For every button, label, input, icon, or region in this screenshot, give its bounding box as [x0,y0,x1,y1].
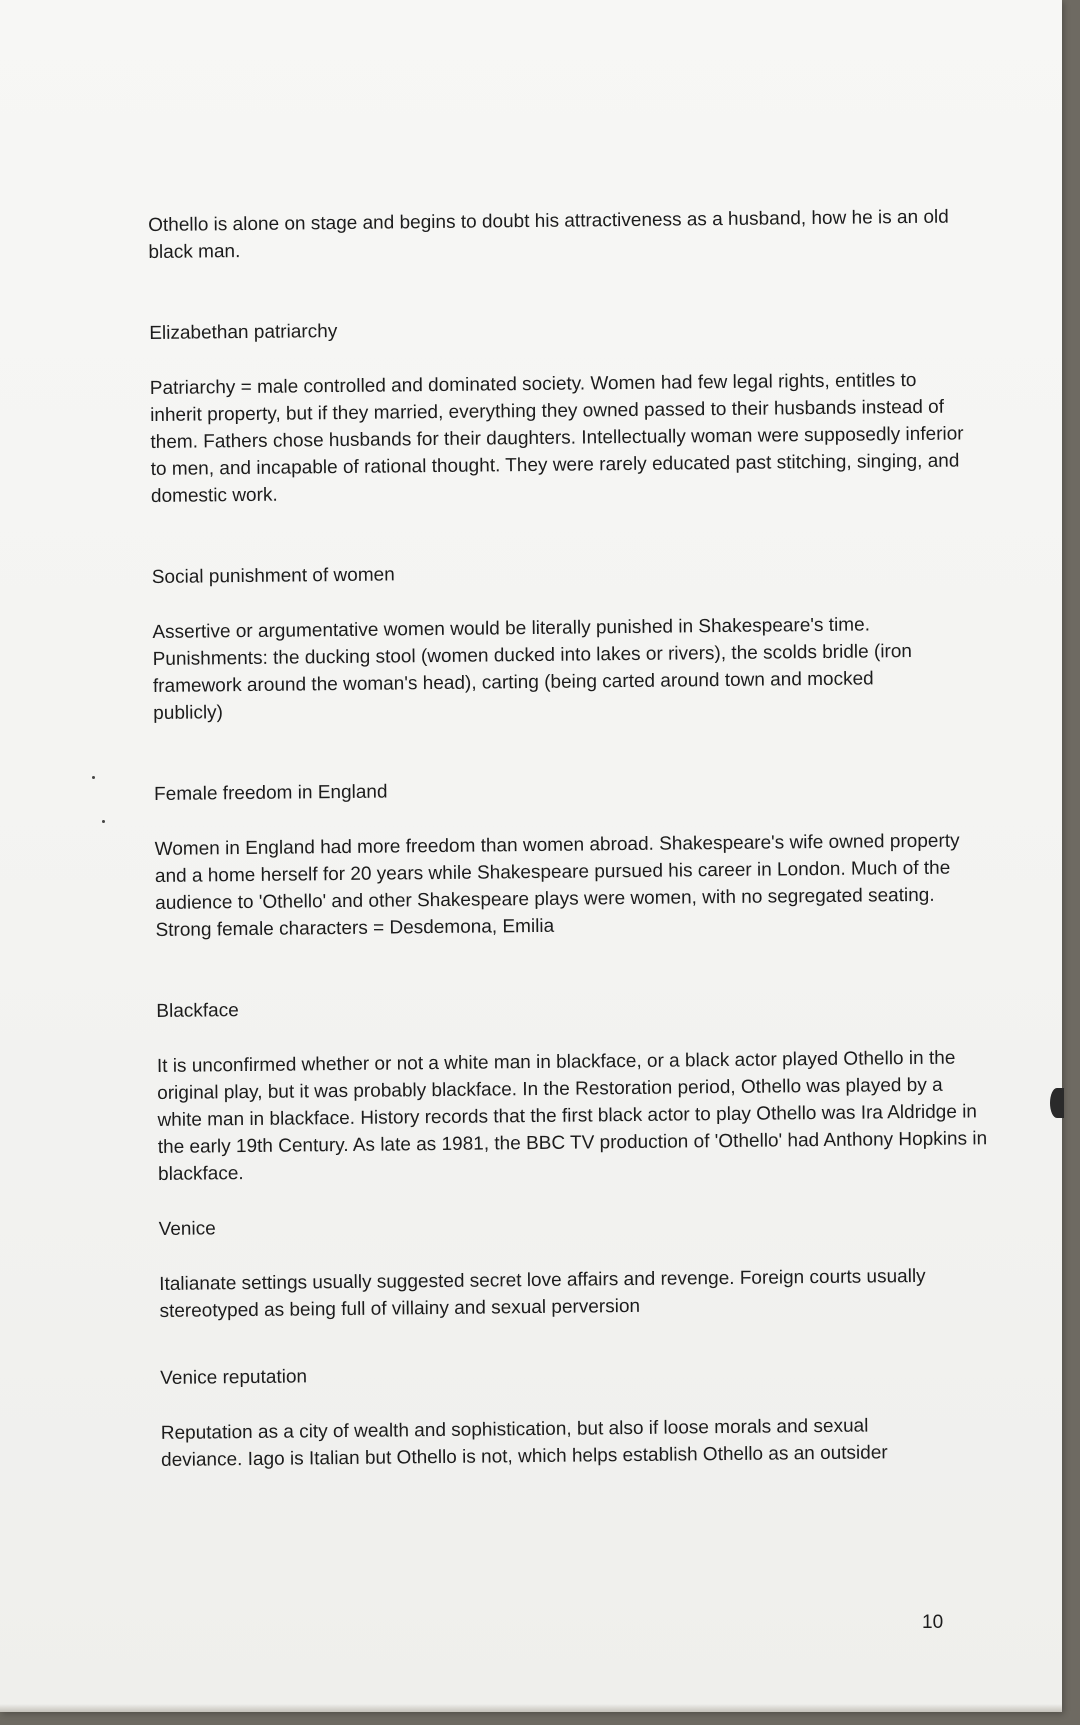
section-body-venice-reputation: Reputation as a city of wealth and sophistication, but also if loose morals and sexual deviance. Iago is Italian but Othello is not, which helps establish Othello as an outsider [160,1415,888,1471]
section-heading-female-freedom: Female freedom in England [153,781,388,805]
section-body-elizabethan-patriarchy: Patriarchy = male controlled and dominated society. Women had few legal rights, entitles to inherit property, but if they married, everything they owned passed to their husbands instead of them. Fathers chose husbands for their daughters. Intellectually woman were supposedly inferior to men, and incapable of rational thought. They were rarely educated past stitching, singing, and domestic work. [149,369,964,507]
edge-mark [1050,1088,1064,1118]
speck-mark [92,776,95,779]
section-heading-venice: Venice [158,1218,216,1240]
section-body-social-punishment: Assertive or argumentative women would be literally punished in Shakespeare's time. Punishments: the ducking stool (women ducked into lakes or rivers), the scolds bridle (iron framework around the woman's head), carting (being carted around town and mocked publicly) [152,614,913,724]
page-content [148,203,1001,1474]
intro-paragraph: Othello is alone on stage and begins to doubt his attractiveness as a husband, how he is an old black man. [148,206,949,263]
section-heading-social-punishment: Social punishment of women [151,564,395,588]
section-heading-venice-reputation: Venice reputation [160,1366,308,1389]
section-heading-blackface: Blackface [156,1000,239,1022]
page-number: 10 [922,1612,944,1633]
section-body-blackface: It is unconfirmed whether or not a white man in blackface, or a black actor played Othello in the original play, but it was probably blackface. In the Restoration period, Othello was played by a white man in blackface. History records that the first black actor to play Othello was Ira Aldridge in the early 19th Century. As late as 1981, the BBC TV production of 'Othello' had Anthony Hopkins in blackface. [156,1047,988,1185]
section-body-venice: Italianate settings usually suggested secret love affairs and revenge. Foreign courts usually stereotyped as being full of villainy and sexual perversion [159,1265,926,1322]
section-body-female-freedom: Women in England had more freedom than women abroad. Shakespeare's wife owned property and a home herself for 20 years while Shakespeare pursued his career in London. Much of the audience to 'Othello' and other Shakespeare plays were women, with no segregated seating. Strong female characters = Desdemona, Emilia [154,830,960,941]
speck-mark [102,820,105,823]
section-heading-elizabethan-patriarchy: Elizabethan patriarchy [149,321,338,344]
